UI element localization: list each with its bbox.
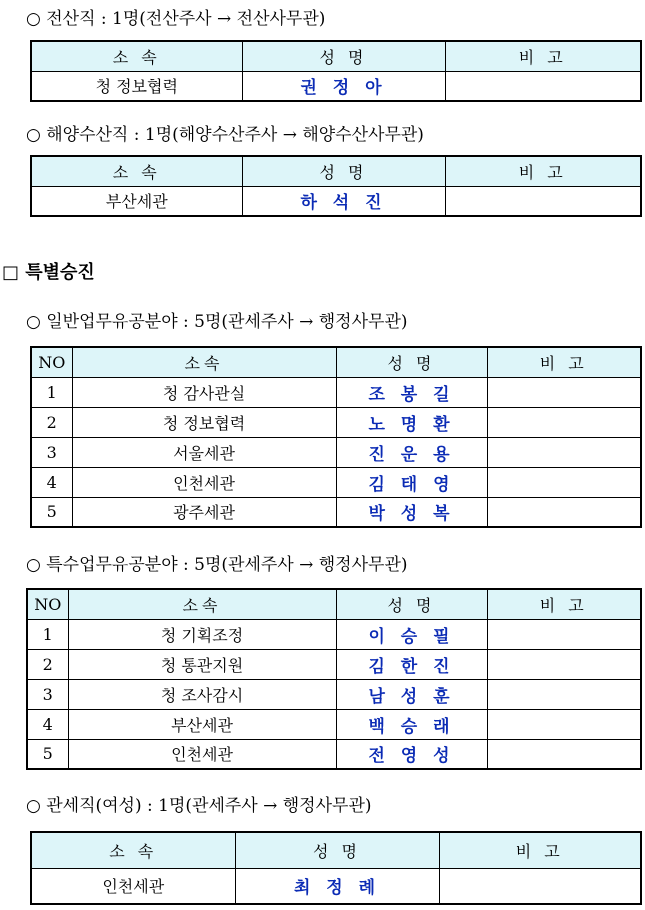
- note-cell: [439, 868, 641, 904]
- table-row: [31, 377, 641, 407]
- affiliation-cell: 청 감사관실: [72, 377, 336, 407]
- affiliation-cell: 서울세관: [72, 437, 336, 467]
- col-header-note: 비 고: [487, 347, 641, 377]
- table-row: [27, 739, 641, 769]
- affiliation-cell: 인천세관: [68, 739, 336, 769]
- no-cell: 1: [27, 619, 68, 649]
- col-header-name: 성 명: [336, 347, 487, 377]
- affiliation-cell: 부산세관: [68, 709, 336, 739]
- col-header-note: 비 고: [439, 832, 641, 868]
- section3-table: [30, 346, 642, 528]
- affiliation-cell: 청 조사감시: [68, 679, 336, 709]
- col-header-name: 성 명: [242, 41, 445, 71]
- name-cell: 조 봉 길: [336, 377, 487, 407]
- no-cell: 4: [31, 467, 72, 497]
- affiliation-cell: 청 정보협력: [72, 407, 336, 437]
- section3-heading: ○ 일반업무유공분야 : 5명(관세주사 → 행정사무관): [26, 312, 408, 332]
- no-cell: 2: [27, 649, 68, 679]
- table-row: [31, 71, 641, 101]
- name-cell: 박 성 복: [336, 497, 487, 527]
- section5-heading: ○ 관세직(여성) : 1명(관세주사 → 행정사무관): [26, 796, 372, 816]
- section4-table: [26, 588, 642, 770]
- name-cell: 노 명 환: [336, 407, 487, 437]
- name-cell: 하 석 진: [242, 186, 445, 216]
- section5-table: [30, 831, 642, 905]
- affiliation-cell: 인천세관: [72, 467, 336, 497]
- section2-heading: ○ 해양수산직 : 1명(해양수산주사 → 해양수산사무관): [26, 125, 424, 145]
- affiliation-cell: 청 정보협력: [31, 71, 242, 101]
- name-cell: 김 한 진: [336, 649, 487, 679]
- name-cell: 전 영 성: [336, 739, 487, 769]
- table-row: [31, 407, 641, 437]
- name-cell: 김 태 영: [336, 467, 487, 497]
- note-cell: [487, 649, 641, 679]
- no-cell: 5: [31, 497, 72, 527]
- table-row: [27, 709, 641, 739]
- affiliation-cell: 청 기획조정: [68, 619, 336, 649]
- section1-table: [30, 40, 642, 102]
- note-cell: [487, 437, 641, 467]
- col-header-affiliation: 소속: [68, 589, 336, 619]
- table-row: [31, 437, 641, 467]
- note-cell: [445, 186, 641, 216]
- note-cell: [487, 377, 641, 407]
- col-header-name: 성 명: [242, 156, 445, 186]
- affiliation-cell: 인천세관: [31, 868, 235, 904]
- col-header-name: 성 명: [235, 832, 439, 868]
- note-cell: [487, 619, 641, 649]
- name-cell: 백 승 래: [336, 709, 487, 739]
- name-cell: 남 성 훈: [336, 679, 487, 709]
- table-row: [27, 679, 641, 709]
- affiliation-cell: 부산세관: [31, 186, 242, 216]
- note-cell: [487, 739, 641, 769]
- col-header-affiliation: 소 속: [31, 41, 242, 71]
- table-row: [27, 619, 641, 649]
- col-header-name: 성 명: [336, 589, 487, 619]
- col-header-affiliation: 소 속: [31, 832, 235, 868]
- col-header-note: 비 고: [445, 156, 641, 186]
- table-row: [31, 497, 641, 527]
- no-cell: 3: [31, 437, 72, 467]
- section4-heading: ○ 특수업무유공분야 : 5명(관세주사 → 행정사무관): [26, 555, 408, 575]
- no-cell: 5: [27, 739, 68, 769]
- col-header-affiliation: 소 속: [31, 156, 242, 186]
- note-cell: [445, 71, 641, 101]
- note-cell: [487, 709, 641, 739]
- no-cell: 2: [31, 407, 72, 437]
- affiliation-cell: 광주세관: [72, 497, 336, 527]
- table-row: [31, 186, 641, 216]
- section1-heading: ○ 전산직 : 1명(전산주사 → 전산사무관): [26, 9, 326, 29]
- note-cell: [487, 407, 641, 437]
- no-cell: 1: [31, 377, 72, 407]
- col-header-no: NO: [31, 347, 72, 377]
- affiliation-cell: 청 통관지원: [68, 649, 336, 679]
- no-cell: 4: [27, 709, 68, 739]
- col-header-no: NO: [27, 589, 68, 619]
- table-row: [27, 649, 641, 679]
- name-cell: 권 정 아: [242, 71, 445, 101]
- note-cell: [487, 679, 641, 709]
- special-promotion-title: □ 특별승진: [2, 262, 95, 283]
- note-cell: [487, 497, 641, 527]
- name-cell: 최 정 례: [235, 868, 439, 904]
- col-header-note: 비 고: [487, 589, 641, 619]
- name-cell: 이 승 필: [336, 619, 487, 649]
- note-cell: [487, 467, 641, 497]
- no-cell: 3: [27, 679, 68, 709]
- col-header-note: 비 고: [445, 41, 641, 71]
- table-row: [31, 868, 641, 904]
- section2-table: [30, 155, 642, 217]
- table-row: [31, 467, 641, 497]
- name-cell: 진 운 용: [336, 437, 487, 467]
- col-header-affiliation: 소속: [72, 347, 336, 377]
